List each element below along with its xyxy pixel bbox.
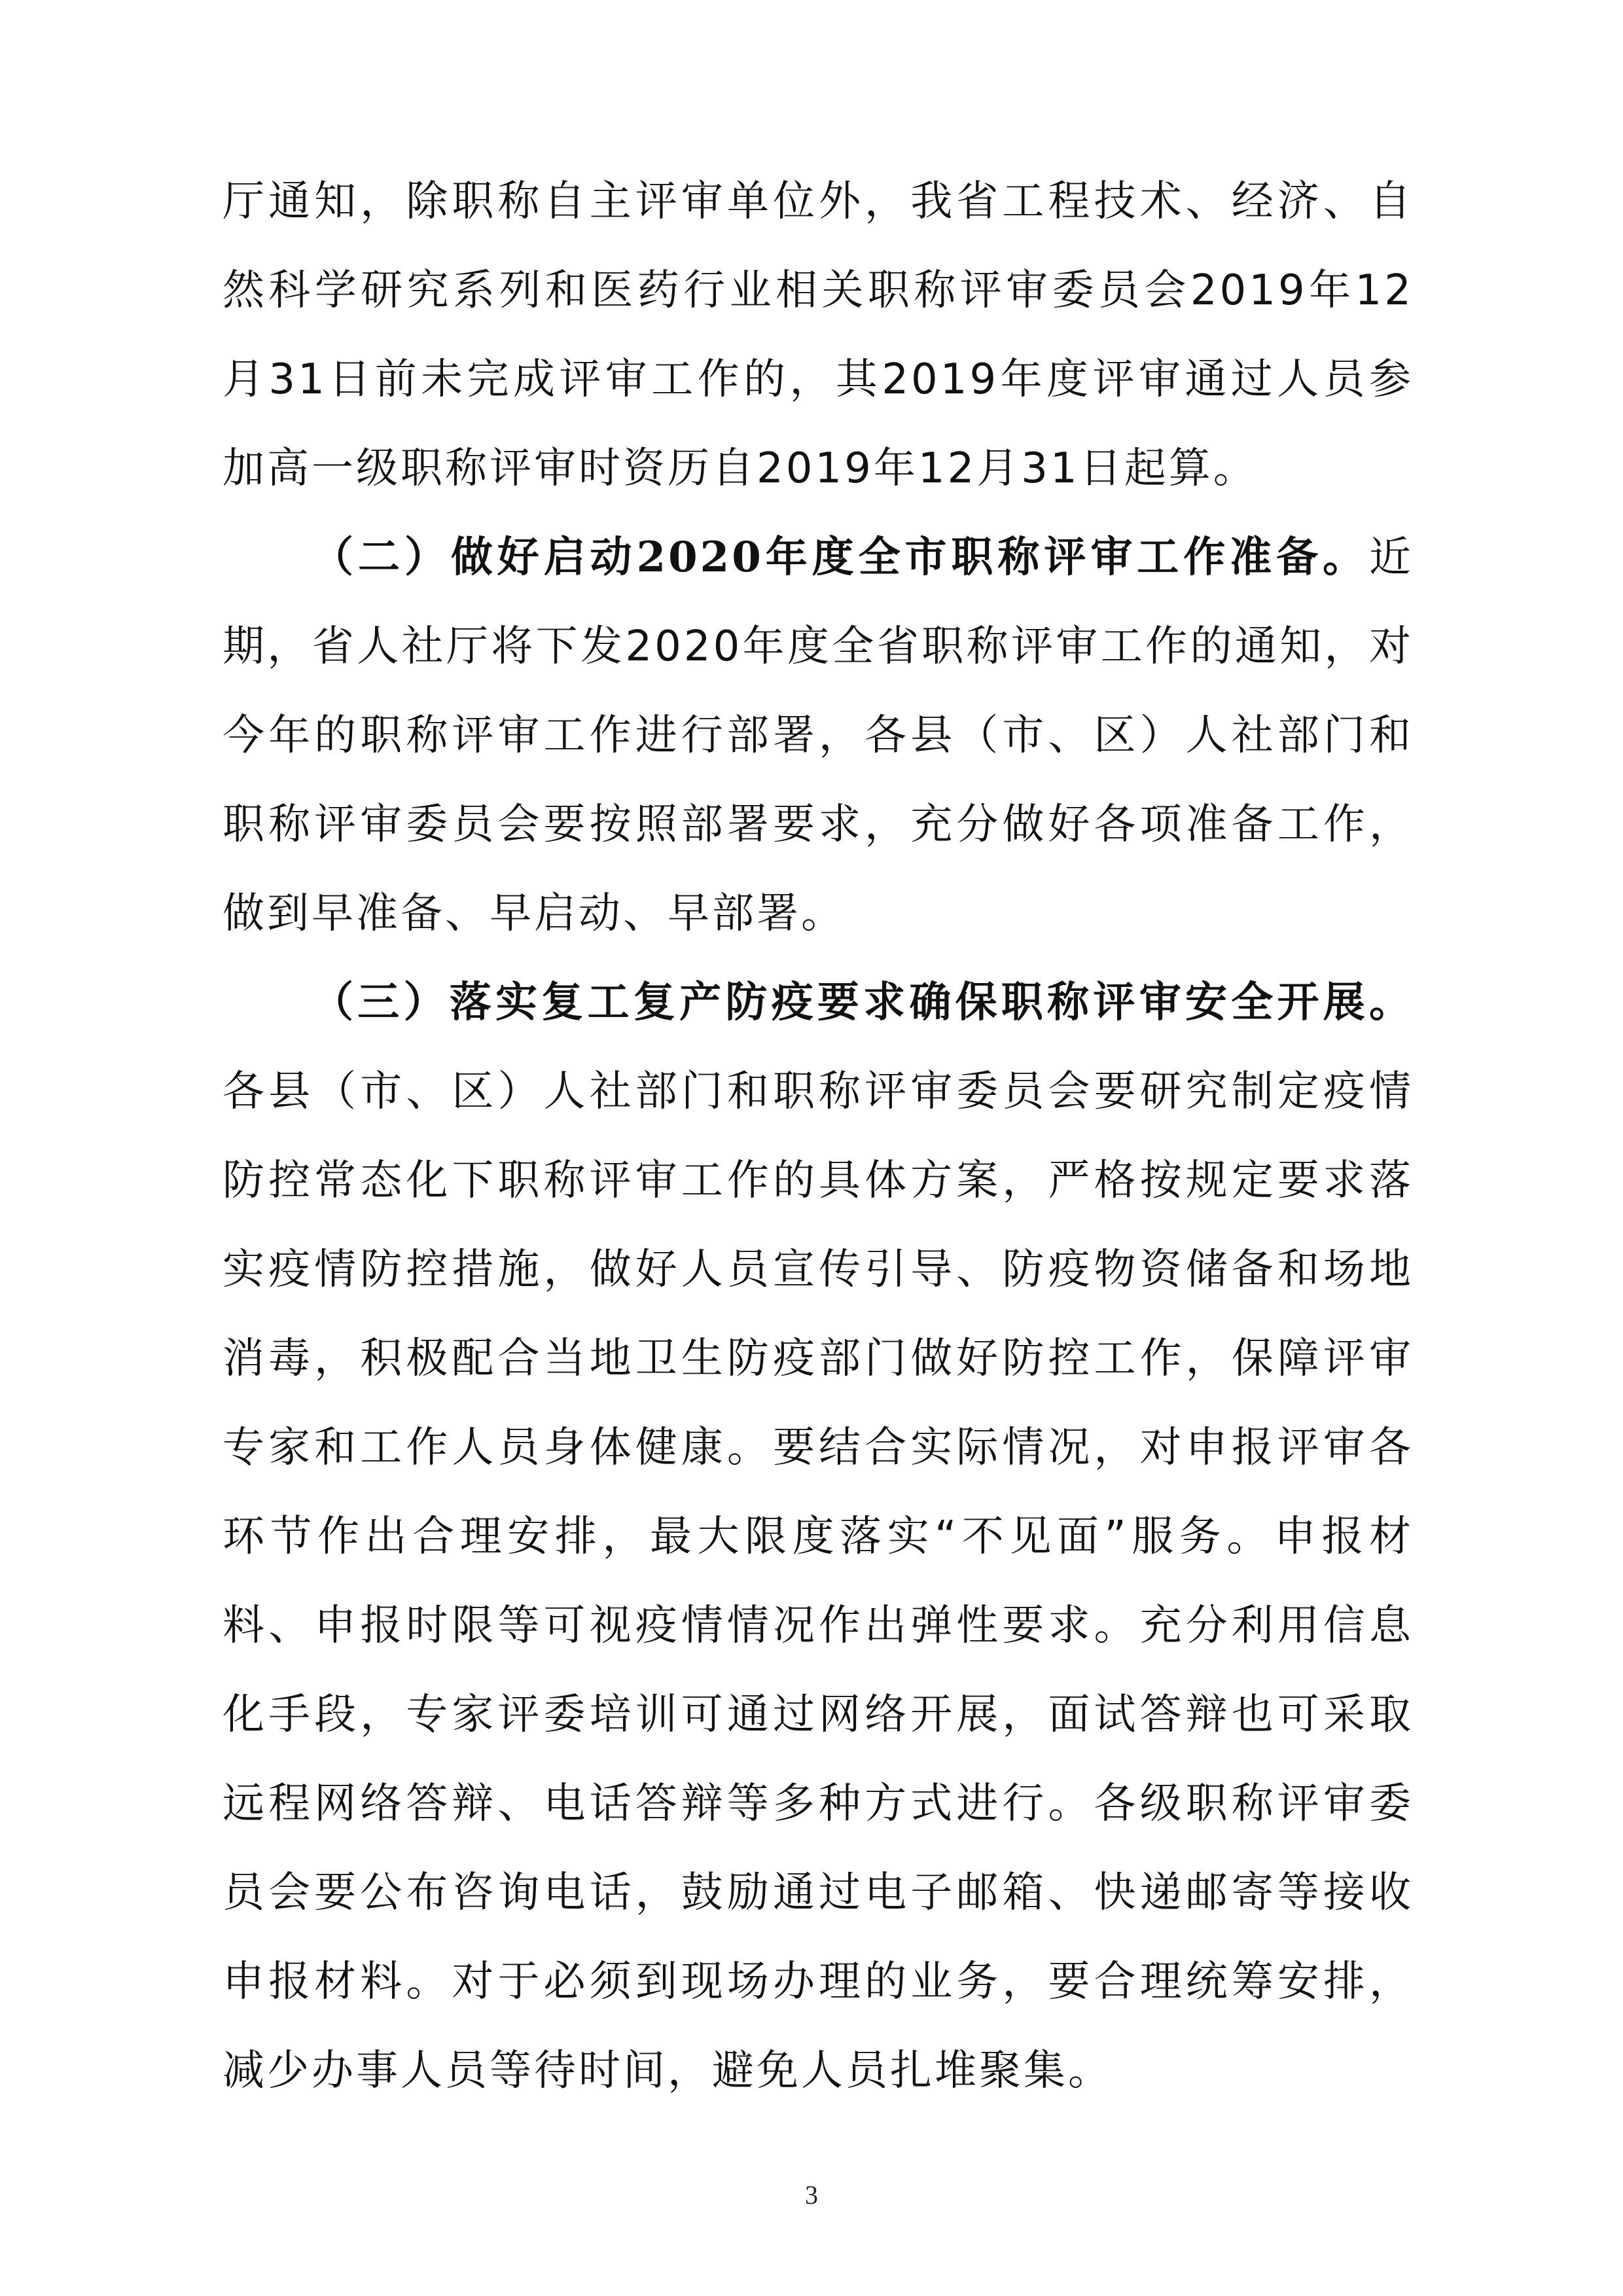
paragraph-section-2	[223, 513, 1414, 958]
paragraph-section-3	[223, 958, 1414, 2115]
paragraph-continuation	[223, 157, 1414, 513]
paragraph-text: 各县（市、区）人社部门和职称评审委员会要研究制定疫情防控常态化下职称评审工作的具体方案，严格按规定要求落实疫情防控措施，做好人员宣传引导、防疫物资储备和场地消毒，积极配合当地卫生防疫部门做好防控工作，保障评审专家和工作人员身体健康。要结合实际情况，对申报评审各环节作出合理安排，最大限度落实“不见面”服务。申报材料、申报时限等可视疫情情况作出弹性要求。充分利用信息化手段，专家评委培训可通过网络开展，面试答辩也可采取远程网络答辩、电话答辩等多种方式进行。各级职称评审委员会要公布咨询电话，鼓励通过电子邮箱、快递邮寄等接收申报材料。对于必须到现场办理的业务，要合理统筹安排，减少办事人员等待时间，避免人员扎堆聚集。	[223, 1067, 1414, 2095]
section-heading-3: （三）落实复工复产防疫要求确保职称评审安全开展。	[312, 978, 1414, 1027]
paragraph-text: 厅通知，除职称自主评审单位外，我省工程技术、经济、自然科学研究系列和医药行业相关职称评审委员会2019年12月31日前未完成评审工作的，其2019年度评审通过人员参加高一级职称评审时资历自2019年12月31日起算。	[223, 177, 1414, 493]
document-body	[223, 157, 1414, 2115]
paragraph-text: 近期，省人社厅将下发2020年度全省职称评审工作的通知，对今年的职称评审工作进行部署，各县（市、区）人社部门和职称评审委员会要按照部署要求，充分做好各项准备工作，做到早准备、早启动、早部署。	[223, 533, 1414, 938]
page-number: 3	[805, 2180, 818, 2210]
section-heading-2: （二）做好启动2020年度全市职称评审工作准备。	[312, 533, 1369, 582]
